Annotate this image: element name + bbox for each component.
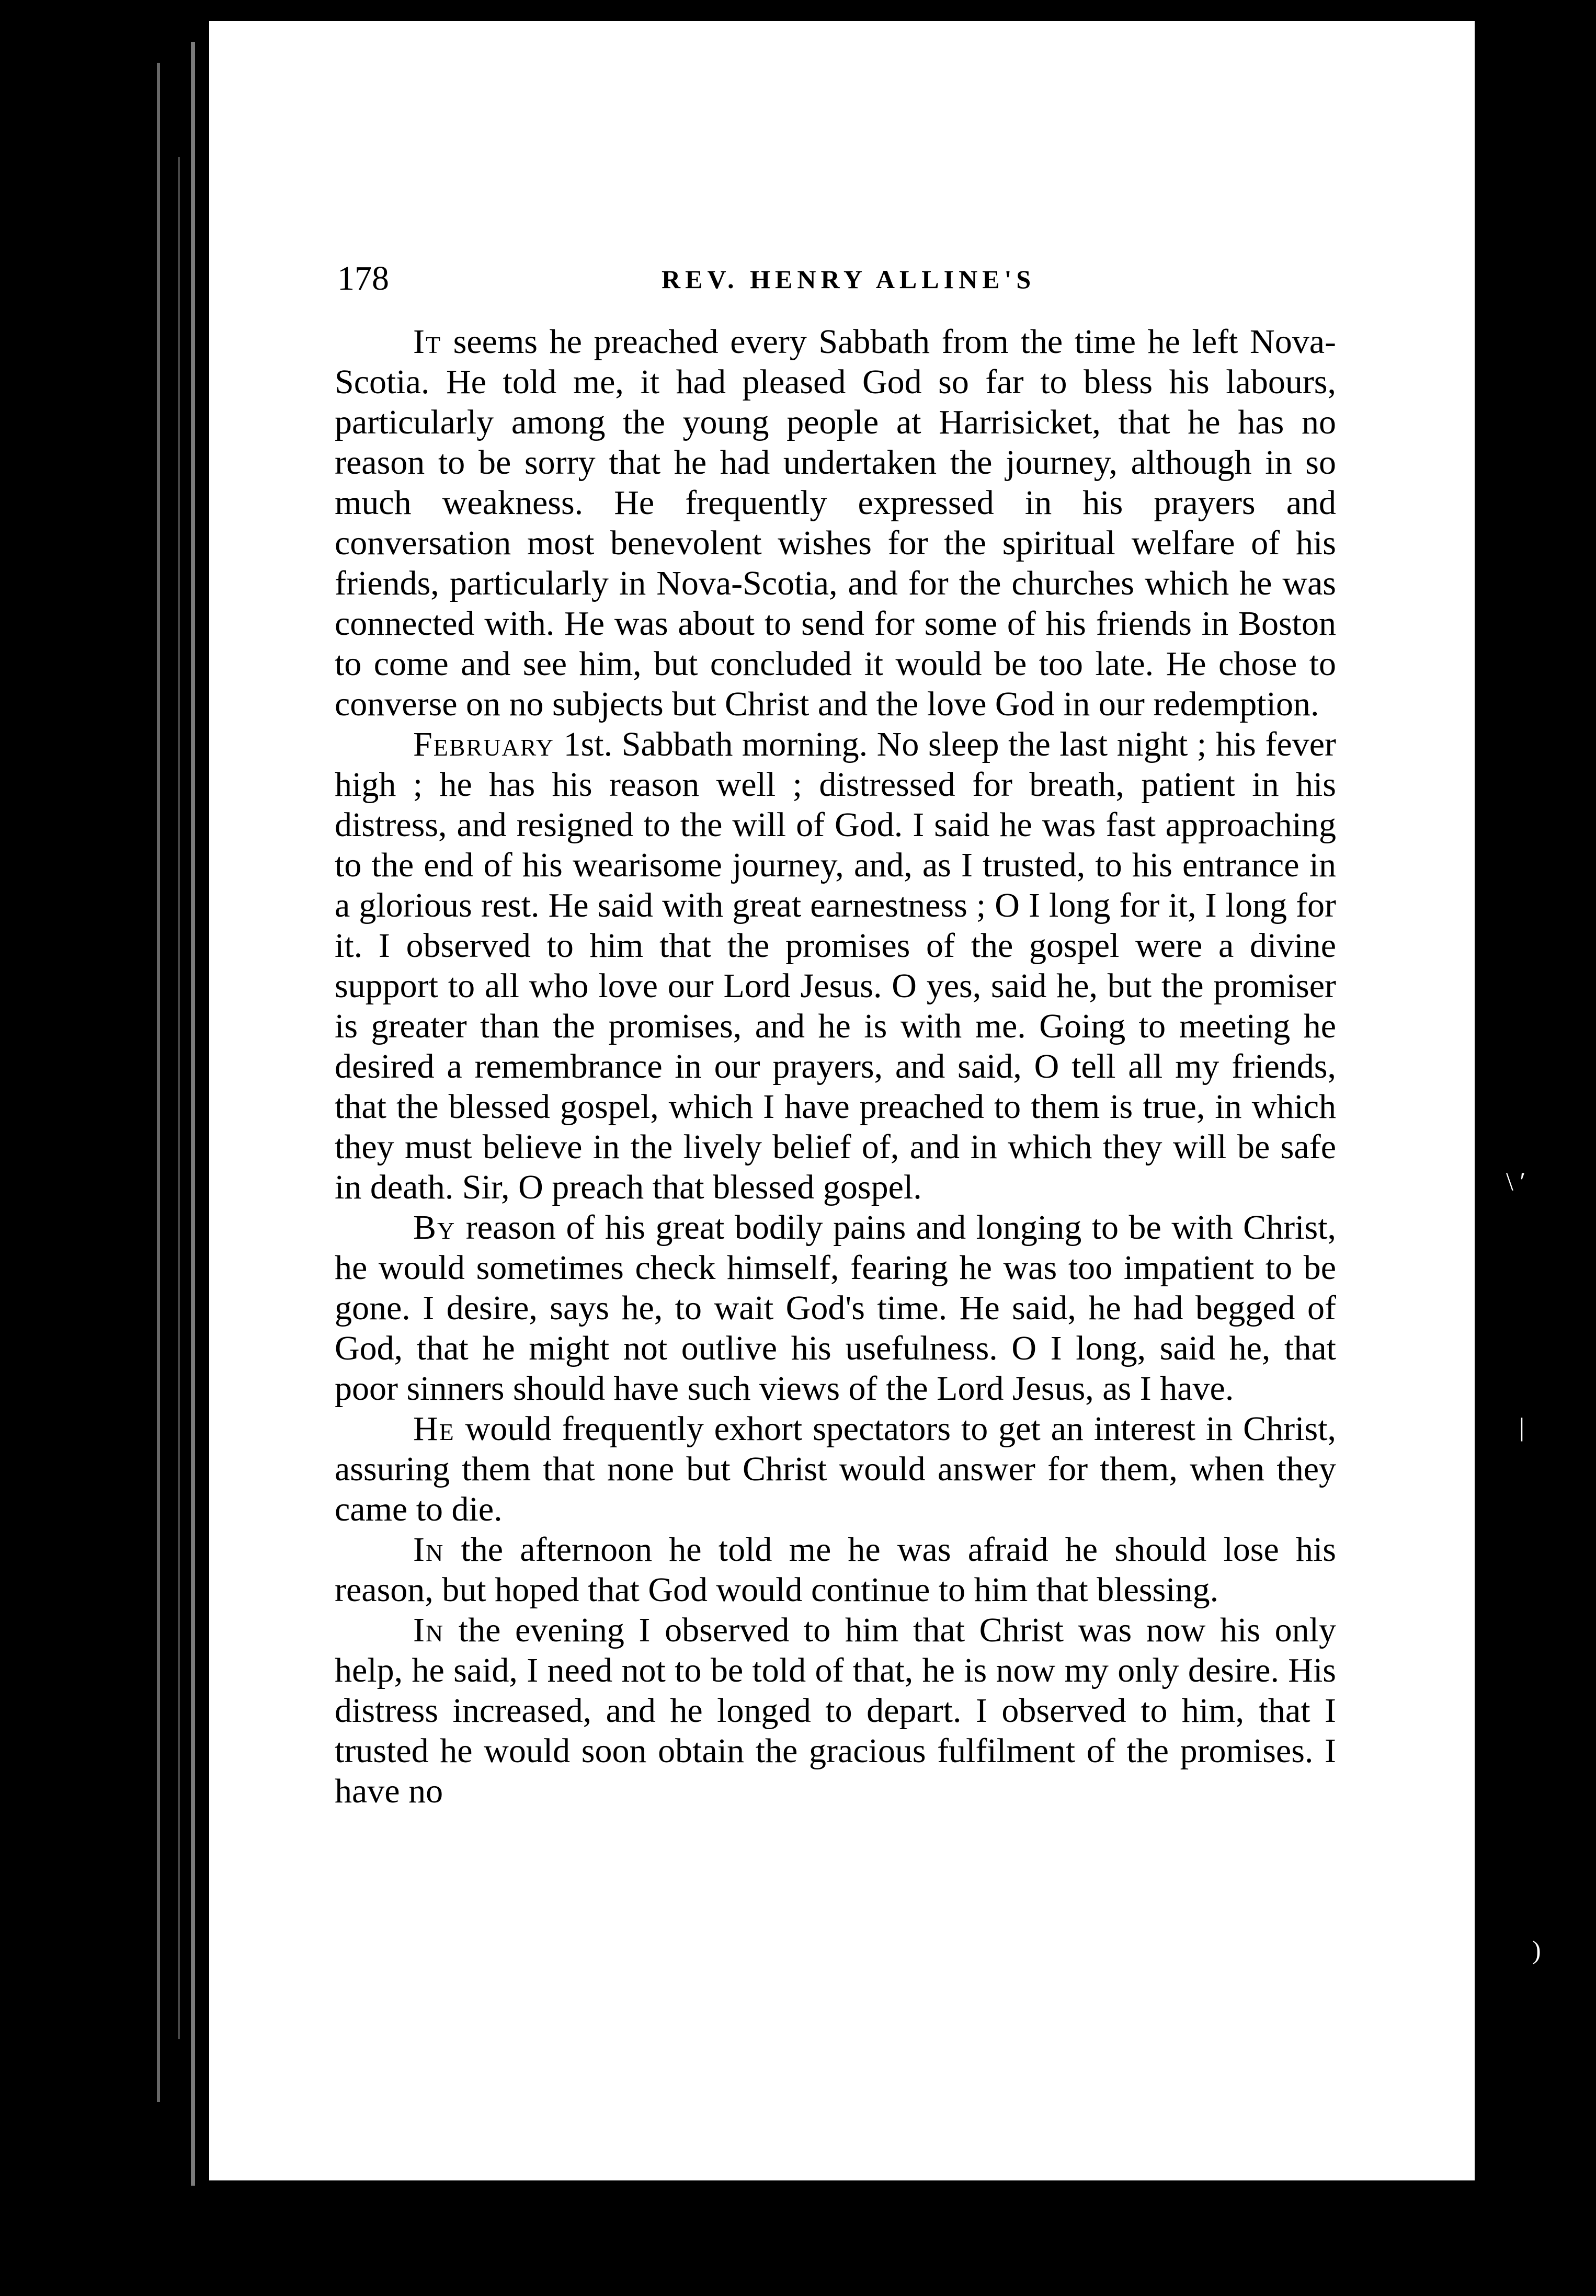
page-number: 178 bbox=[337, 259, 389, 298]
paragraph bbox=[335, 1610, 1336, 1811]
paragraph-text: the afternoon he told me he was afraid he should lose his reason, but hoped that God would continue to him that blessing. bbox=[335, 1530, 1336, 1609]
margin-speck: \ ′ bbox=[1506, 1167, 1526, 1196]
margin-speck: | bbox=[1519, 1412, 1525, 1442]
paragraph-text: seems he preached every Sabbath from the time he left Nova-Scotia. He told me, it had pleased God so far to bless his labours, particularly among the young people at Harrisicket, that he has no reason to be sorry that he had undertaken the journey, although in so much weakness. He frequently expressed in his prayers and conversation most benevolent wishes for the spiritual welfare of his friends, particularly in Nova-Scotia, and for the churches which he was connected with. He was about to send for some of his friends in Boston to come and see him, but concluded it would be too late. He chose to converse on no subjects but Christ and the love God in our redemption. bbox=[335, 323, 1336, 723]
paragraph-lead: February bbox=[413, 725, 554, 763]
paragraph bbox=[335, 1207, 1336, 1409]
gutter-streak bbox=[157, 63, 160, 2102]
paragraph bbox=[335, 322, 1336, 724]
book-page bbox=[209, 21, 1475, 2180]
paragraph-text: 1st. Sabbath morning. No sleep the last night ; his fever high ; he has his reason well ; distressed for breath, patient in his distress, and resigned to the will of God. I said he was fast approaching to the end of his wearisome journey, and, as I trusted, to his entrance in a glorious rest. He said with great earnestness ; O I long for it, I long for it. I observed to him that the promises of the gospel were a divine support to all who love our Lord Jesus. O yes, said he, but the promiser is greater than the promises, and he is with me. Going to meeting he desired a remembrance in our prayers, and said, O tell all my friends, that the blessed gospel, which I have preached to them is true, in which they must believe in the lively belief of, and in which they will be safe in death. Sir, O preach that blessed gospel. bbox=[335, 725, 1336, 1206]
page-header bbox=[337, 259, 1383, 301]
body-text bbox=[335, 322, 1336, 1811]
running-title: REV. HENRY ALLINE'S bbox=[662, 265, 1036, 294]
binding-gutter bbox=[0, 0, 209, 2296]
paragraph-lead: It bbox=[413, 323, 442, 361]
paragraph bbox=[335, 724, 1336, 1207]
paragraph-lead: In bbox=[413, 1530, 444, 1569]
paragraph-text: reason of his great bodily pains and longing to be with Christ, he would sometimes check himself, fearing he was too impatient to be gone. I desire, says he, to wait God's time. He said, he had begged of God, that he might not outlive his usefulness. O I long, said he, that poor sinners should have such views of the Lord Jesus, as I have. bbox=[335, 1208, 1336, 1408]
paragraph-text: the evening I observed to him that Christ was now his only help, he said, I need not to be told of that, he is now my only desire. His distress increased, and he longed to depart. I observed to him, that I trusted he would soon obtain the gracious fulfilment of the promises. I have no bbox=[335, 1611, 1336, 1810]
gutter-streak bbox=[178, 157, 180, 2039]
paragraph-lead: By bbox=[413, 1208, 456, 1247]
paragraph bbox=[335, 1529, 1336, 1610]
gutter-streak bbox=[191, 42, 195, 2186]
paragraph-text: would frequently exhort spectators to get an interest in Christ, assuring them that none but Christ would answer for them, when they came to die. bbox=[335, 1410, 1336, 1528]
paragraph-lead: In bbox=[413, 1611, 444, 1649]
margin-speck: ) bbox=[1532, 1935, 1541, 1964]
paragraph bbox=[335, 1409, 1336, 1529]
paragraph-lead: He bbox=[413, 1410, 455, 1448]
